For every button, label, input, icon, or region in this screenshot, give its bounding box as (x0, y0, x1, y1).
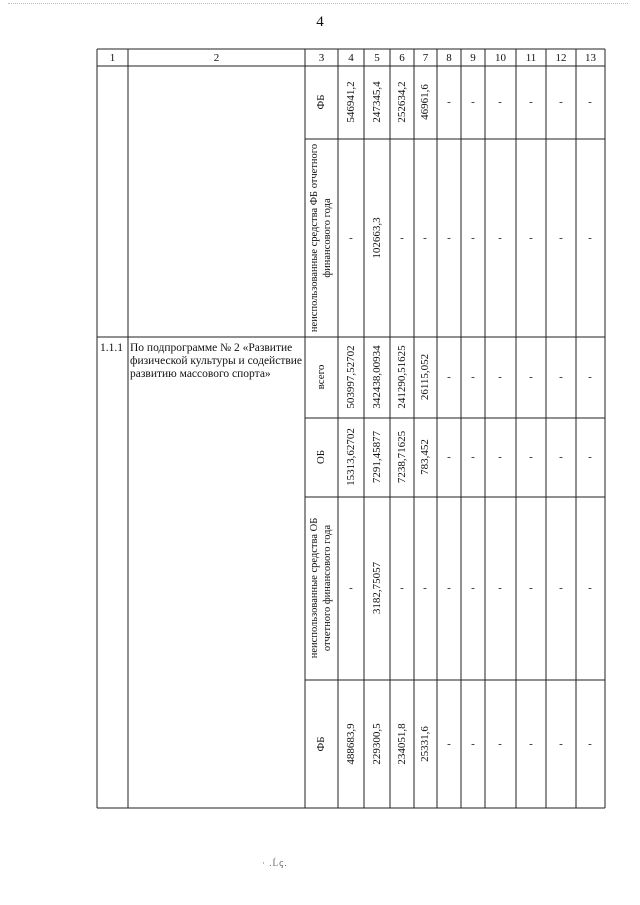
empty-cell-dash: - (588, 451, 592, 463)
total-value-col6: 241290,51625 (396, 345, 408, 409)
empty-cell-dash: - (559, 451, 563, 463)
fb-value-col7: 46961,6 (419, 84, 431, 120)
ob-value-col6: 7238,71625 (396, 430, 408, 484)
empty-cell-dash: - (498, 232, 502, 244)
empty-cell-dash: - (559, 738, 563, 750)
empty-cell-dash: - (559, 371, 563, 383)
subprogram-code: 1.1.1 (100, 342, 123, 354)
unused-fb-row-label: неиспользованные средства ФБ отчетного финансового года (309, 143, 333, 333)
scan-border-dots (8, 3, 628, 4)
col-header-8: 8 (446, 52, 452, 64)
empty-cell-dash: - (471, 451, 475, 463)
fb-value-col6: 252634,2 (396, 81, 408, 123)
empty-cell-dash: - (559, 232, 563, 244)
fb2-row-label: ФБ (315, 736, 327, 752)
col-header-5: 5 (374, 52, 380, 64)
col-header-7: 7 (422, 52, 429, 64)
total-row-label: всего (315, 364, 327, 390)
unused-fb-value-col4: - (349, 232, 353, 244)
col-header-4: 4 (348, 52, 354, 64)
empty-cell-dash: - (559, 96, 563, 108)
empty-cell-dash: - (529, 738, 533, 750)
total-value-col4: 503997,52702 (345, 345, 357, 409)
fb-value-col5: 247345,4 (371, 81, 383, 123)
col-header-3: 3 (318, 52, 325, 64)
total-value-col5: 342438,00934 (371, 345, 383, 409)
col-header-2: 2 (213, 52, 220, 64)
empty-cell-dash: - (529, 232, 533, 244)
empty-cell-dash: - (498, 582, 502, 594)
empty-cell-dash: - (498, 738, 502, 750)
empty-cell-dash: - (471, 582, 475, 594)
empty-cell-dash: - (498, 371, 502, 383)
empty-cell-dash: - (588, 96, 592, 108)
subprogram-title: По подпрограмме № 2 «Развитие физической культуры и содействие развитию массового спорта» (130, 342, 303, 380)
total-value-col7: 26115,052 (419, 353, 431, 401)
unused-fb-value-col6: - (400, 232, 404, 244)
ob-value-col7: 783,452 (419, 439, 431, 475)
empty-cell-dash: - (447, 738, 451, 750)
unused-ob-value-col5: 3182,75057 (371, 561, 383, 615)
fb2-value-col7: 25331,6 (419, 726, 431, 762)
fb2-value-col6: 234051,8 (396, 723, 408, 765)
page-number: 4 (316, 14, 324, 30)
unused-fb-value-col5: 102663,3 (371, 217, 383, 259)
fb2-value-col4: 488683,9 (345, 723, 357, 765)
col-header-1: 1 (109, 52, 116, 64)
unused-ob-value-col7: - (423, 582, 427, 594)
fb-value-col4: 546941,2 (345, 81, 357, 123)
empty-cell-dash: - (529, 96, 533, 108)
ob-value-col4: 15313,62702 (345, 428, 357, 486)
empty-cell-dash: - (447, 371, 451, 383)
col-header-6: 6 (399, 52, 405, 64)
empty-cell-dash: - (498, 451, 502, 463)
empty-cell-dash: - (447, 582, 451, 594)
unused-ob-row-label: неиспользованные средства ОБ отчетного финансового года (309, 517, 333, 659)
col-header-11: 11 (525, 52, 537, 64)
empty-cell-dash: - (447, 232, 451, 244)
empty-cell-dash: - (471, 232, 475, 244)
unused-ob-value-col6: - (400, 582, 404, 594)
empty-cell-dash: - (529, 582, 533, 594)
empty-cell-dash: - (529, 451, 533, 463)
fb2-value-col5: 229300,5 (371, 723, 383, 765)
empty-cell-dash: - (588, 738, 592, 750)
unused-fb-value-col7: - (423, 232, 427, 244)
empty-cell-dash: - (471, 738, 475, 750)
col-header-10: 10 (495, 52, 506, 64)
col-header-12: 12 (555, 52, 567, 64)
empty-cell-dash: - (447, 451, 451, 463)
empty-cell-dash: - (588, 371, 592, 383)
empty-cell-dash: - (498, 96, 502, 108)
empty-cell-dash: - (559, 582, 563, 594)
empty-cell-dash: - (529, 371, 533, 383)
empty-cell-dash: - (588, 582, 592, 594)
fb-row-label: ФБ (315, 94, 327, 110)
empty-cell-dash: - (447, 96, 451, 108)
scan-mark: · .Ĺꞔ. (262, 858, 288, 868)
empty-cell-dash: - (588, 232, 592, 244)
unused-ob-value-col4: - (349, 582, 353, 594)
ob-row-label: ОБ (315, 449, 327, 465)
col-header-9: 9 (470, 52, 476, 64)
ob-value-col5: 7291,45877 (371, 430, 383, 484)
empty-cell-dash: - (471, 371, 475, 383)
col-header-13: 13 (585, 52, 596, 64)
empty-cell-dash: - (471, 96, 475, 108)
